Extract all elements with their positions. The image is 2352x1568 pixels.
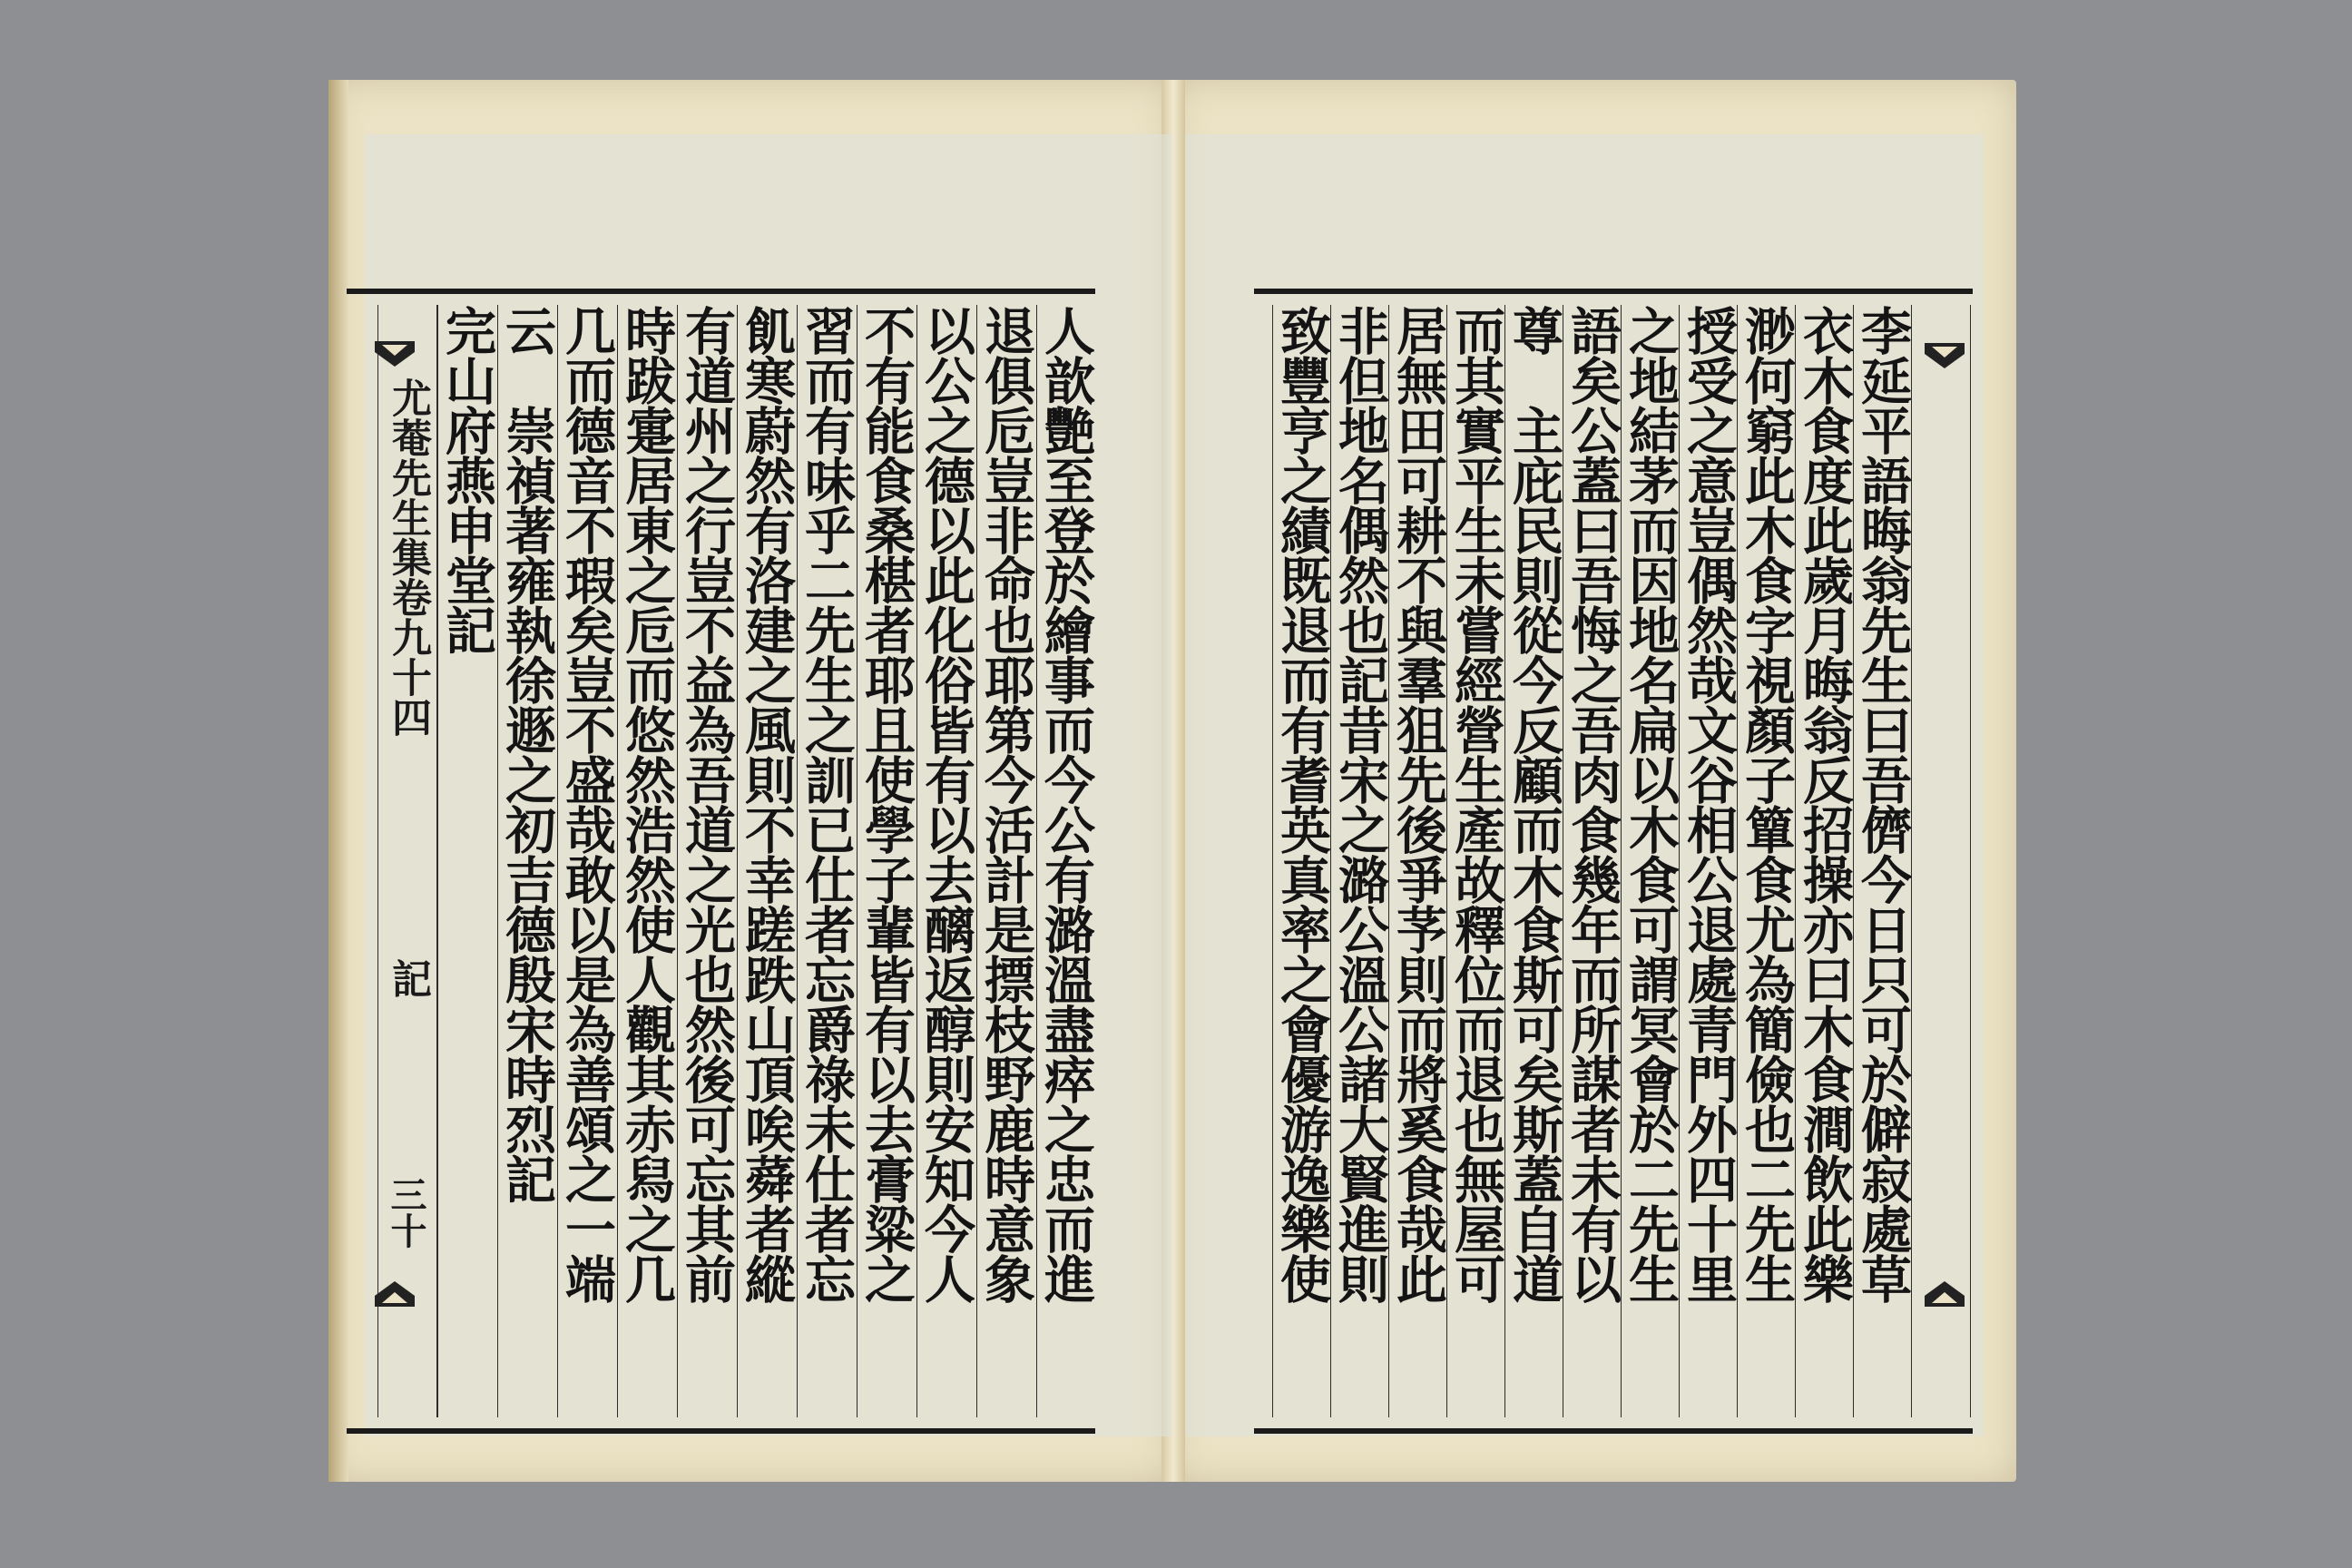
right-text-column: 居無田可耕不與羣狙先後爭芧則而將奚食哉此 <box>1388 305 1448 1303</box>
right-text-column: 致豐亨之績既退而有耆英真率之會優游逸樂使 <box>1272 305 1332 1303</box>
left-text-column: 時跋疐居東之卮而悠然浩然使人觀其赤舄之几 <box>617 305 677 1303</box>
center-fold-column <box>377 305 437 1417</box>
left-text-column: 云 崇禎著雍執徐遯之初吉德殷宋時烈記 <box>497 305 557 1203</box>
right-text-column: 衣木食度此歲月晦翁反招操亦曰木食澗飲此樂 <box>1795 305 1855 1303</box>
right-text-column: 授受之意豈偶然哉文谷相公退處青門外四十里 <box>1679 305 1739 1303</box>
left-text-column: 以公之德以此化俗皆有以去醨返醇則安知今人 <box>916 305 976 1303</box>
left-text-column: 不有能食桑椹者耶且使學子輩皆有以去膏粱之 <box>857 305 916 1303</box>
essay-title-column: 完山府燕申堂記 <box>437 305 497 654</box>
left-text-column: 飢寒蔚然有洛建之風則不幸蹉跌山頂唉蕣者縱 <box>737 305 797 1303</box>
right-text-column: 之地結茅而因地名扁以木食可謂冥會於二先生 <box>1621 305 1681 1303</box>
fish-tail-mark-icon <box>373 1276 416 1308</box>
right-text-column: 而其實平生未嘗經營生產故釋位而退也無屋可 <box>1446 305 1506 1303</box>
left-text-column: 人歆艷至登於繪事而今公有潞溫盡瘁之忠而進 <box>1036 305 1096 1303</box>
right-text-column: 李延平語晦翁先生曰吾儕今日只可於僻寂處草 <box>1853 305 1913 1303</box>
fish-tail-mark-icon <box>373 339 416 372</box>
fish-tail-mark-icon <box>1923 1276 1966 1308</box>
left-text-column: 退俱卮豈非命也耶第今活計是摽枝野鹿時意象 <box>976 305 1036 1303</box>
right-edge-column <box>1911 305 1971 1417</box>
section-label: 記 <box>385 958 431 998</box>
page-number: 三十 <box>385 1176 427 1249</box>
right-text-column: 非但地名偶然也記昔宋之潞公溫公諸大賢進則 <box>1330 305 1390 1303</box>
right-text-block <box>1254 289 1973 1434</box>
folio-title: 尤菴先生集卷九十四 <box>385 377 431 737</box>
book-spread <box>328 80 2016 1482</box>
right-text-column: 渺何窮此木食字視顏子簞食尤為簡儉也二先生 <box>1737 305 1797 1303</box>
right-text-column: 尊 主庇民則從今反顧而木食斯可矣斯蓋自道 <box>1504 305 1564 1303</box>
fish-tail-mark-icon <box>1923 341 1966 374</box>
left-text-column: 有道州之行豈不益為吾道之光也然後可忘其前 <box>677 305 737 1303</box>
left-text-block <box>347 289 1095 1434</box>
right-text-column: 語矣公蓋曰吾悔之吾肉食幾年而所謀者未有以 <box>1563 305 1622 1303</box>
left-text-column: 几而德音不瑕矣豈不盛哉敢以是為善頌之一端 <box>557 305 617 1303</box>
left-text-column: 習而有味乎二先生之訓已仕者忘爵祿未仕者忘 <box>797 305 857 1303</box>
